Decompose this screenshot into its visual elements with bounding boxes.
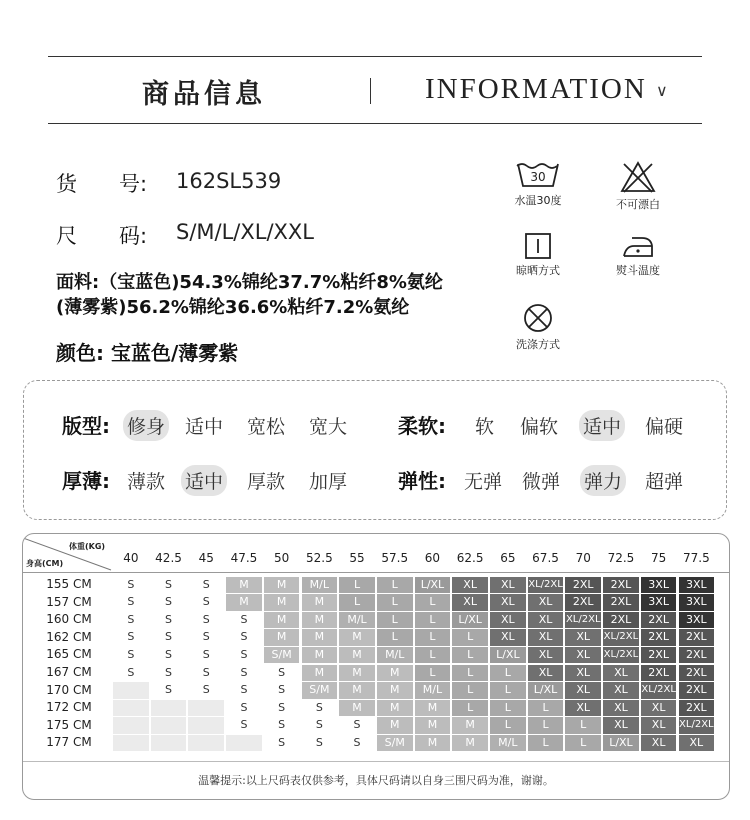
- size-cell: S: [264, 682, 300, 699]
- dry-icon: [523, 232, 553, 260]
- size-cell: 2XL: [603, 577, 639, 594]
- size-cell: S: [113, 612, 149, 629]
- size-cell: S: [188, 594, 224, 611]
- height-row-header: 162 CM: [46, 629, 92, 644]
- weight-col-header: 42.5: [155, 551, 182, 565]
- title-separator: [370, 78, 371, 104]
- care-dry: [503, 232, 573, 278]
- size-cell: M: [302, 629, 338, 646]
- care-label: 水温30度: [514, 194, 562, 207]
- elasticity-option: 微弹: [522, 471, 561, 493]
- size-cell: S: [188, 612, 224, 629]
- softness-option: 偏硬: [645, 416, 684, 438]
- size-cell: XL: [603, 717, 639, 734]
- no-wash-icon: [522, 302, 554, 334]
- softness-option: 软: [475, 416, 495, 438]
- size-cell: L: [415, 612, 451, 629]
- size-cell: 3XL: [679, 612, 715, 629]
- fit-option: 宽大: [309, 416, 348, 438]
- thickness-option: 适中: [181, 465, 227, 496]
- size-cell: S: [339, 717, 375, 734]
- size-cell: M: [264, 594, 300, 611]
- height-row-header: 170 CM: [46, 682, 92, 697]
- size-cell: S: [302, 735, 338, 752]
- size-cell: L: [565, 735, 601, 752]
- size-cell: 2XL: [565, 594, 601, 611]
- size-cell: XL/2XL: [565, 612, 601, 629]
- size-cell: L: [377, 629, 413, 646]
- size-cell: 2XL: [679, 665, 715, 682]
- size-cell: S: [264, 717, 300, 734]
- size-cell: L: [490, 682, 526, 699]
- height-row-header: 165 CM: [46, 647, 92, 662]
- size-cell: XL: [565, 665, 601, 682]
- care-iron: [603, 232, 673, 278]
- size-cell: L/XL: [490, 647, 526, 664]
- size-cell: XL: [565, 647, 601, 664]
- size-cell: XL: [528, 665, 564, 682]
- size-cell: L: [490, 700, 526, 717]
- size-cell: S/M: [264, 647, 300, 664]
- size-cell: 2XL: [603, 612, 639, 629]
- softness-label: 柔软:: [398, 414, 446, 438]
- header-rule: [23, 572, 729, 573]
- size-cell: S/M: [377, 735, 413, 752]
- size-cell: M: [415, 735, 451, 752]
- size-cell: S: [302, 700, 338, 717]
- size-cell: L: [377, 594, 413, 611]
- size-cell: 2XL: [679, 700, 715, 717]
- height-row-header: 175 CM: [46, 717, 92, 732]
- size-cell: M: [226, 577, 262, 594]
- weight-col-header: 77.5: [682, 551, 710, 565]
- size-cell: 2XL: [679, 647, 715, 664]
- care-wash-30: [503, 160, 573, 208]
- weight-col-header: 67.5: [532, 551, 559, 565]
- size-value: S/M/L/XL/XXL: [176, 220, 315, 244]
- size-cell: M: [339, 629, 375, 646]
- size-cell: [188, 735, 224, 752]
- size-cell: L: [377, 612, 413, 629]
- size-cell: L: [452, 647, 488, 664]
- size-cell: S: [113, 665, 149, 682]
- size-cell: M/L: [490, 735, 526, 752]
- size-cell: S: [226, 629, 262, 646]
- fit-option: 适中: [185, 416, 224, 438]
- size-cell: M: [415, 700, 451, 717]
- size-cell: M: [377, 700, 413, 717]
- size-cell: XL/2XL: [603, 629, 639, 646]
- size-cell: XL: [603, 700, 639, 717]
- size-cell: M: [339, 700, 375, 717]
- thickness-option: 加厚: [309, 471, 348, 493]
- size-cell: XL: [452, 594, 488, 611]
- size-cell: S: [188, 665, 224, 682]
- size-cell: S: [264, 700, 300, 717]
- height-row-header: 155 CM: [46, 577, 92, 591]
- size-cell: L: [452, 700, 488, 717]
- weight-col-header: 70: [575, 551, 591, 565]
- size-cell: L: [452, 682, 488, 699]
- softness-option: 适中: [579, 410, 625, 441]
- chevron-down-icon[interactable]: ∨: [656, 81, 668, 100]
- size-cell: XL: [528, 594, 564, 611]
- weight-col-header: 52.5: [305, 551, 333, 565]
- height-header: 身高(CM): [26, 559, 64, 568]
- size-cell: M/L: [415, 682, 451, 699]
- size-cell: M/L: [339, 612, 375, 629]
- weight-col-header: 75: [651, 551, 667, 565]
- iron-icon: [620, 232, 656, 260]
- height-row-header: 172 CM: [46, 700, 92, 715]
- weight-col-header: 72.5: [607, 551, 635, 565]
- size-cell: XL: [490, 577, 526, 594]
- size-cell: XL: [490, 629, 526, 646]
- care-label: 不可漂白: [616, 198, 660, 211]
- size-cell: 2XL: [603, 594, 639, 611]
- size-cell: M: [339, 682, 375, 699]
- weight-col-header: 57.5: [381, 551, 409, 565]
- size-cell: M/L: [377, 647, 413, 664]
- note-divider: [23, 761, 729, 762]
- fabric-line-2: (薄雾紫)56.2%锦纶36.6%粘纤7.2%氨纶: [56, 297, 410, 318]
- size-cell: XL: [528, 647, 564, 664]
- size-cell: 2XL: [679, 629, 715, 646]
- weight-col-header: 50: [274, 551, 290, 565]
- elasticity-label: 弹性:: [398, 469, 446, 493]
- size-cell: S/M: [302, 682, 338, 699]
- size-cell: S: [151, 612, 187, 629]
- care-label: 熨斗温度: [616, 264, 660, 277]
- size-cell: M: [415, 717, 451, 734]
- size-cell: XL: [565, 629, 601, 646]
- size-cell: 2XL: [641, 629, 677, 646]
- header-top-rule: [48, 56, 702, 57]
- size-cell: M: [264, 612, 300, 629]
- size-cell: M: [339, 665, 375, 682]
- size-cell: S: [264, 735, 300, 752]
- size-cell: S: [151, 647, 187, 664]
- size-cell: XL: [641, 735, 677, 752]
- size-cell: S: [226, 682, 262, 699]
- color-line: 颜色: 宝蓝色/薄雾紫: [56, 341, 239, 365]
- size-cell: S: [226, 647, 262, 664]
- title-cn: 商品信息: [142, 79, 266, 110]
- size-cell: L: [415, 665, 451, 682]
- size-cell: XL/2XL: [528, 577, 564, 594]
- size-cell: L/XL: [603, 735, 639, 752]
- size-cell: 2XL: [641, 647, 677, 664]
- size-cell: M: [339, 647, 375, 664]
- size-cell: XL: [679, 735, 715, 752]
- size-cell: L: [528, 700, 564, 717]
- height-row-header: 177 CM: [46, 735, 92, 750]
- sku-label: 货 号:: [56, 172, 148, 196]
- weight-col-header: 62.5: [456, 551, 484, 565]
- title-en: INFORMATION: [425, 73, 647, 105]
- size-cell: S: [264, 665, 300, 682]
- size-cell: S: [113, 647, 149, 664]
- thickness-label: 厚薄:: [62, 469, 110, 493]
- care-label: 晾晒方式: [516, 264, 560, 277]
- weight-col-header: 65: [500, 551, 516, 565]
- size-cell: M: [377, 665, 413, 682]
- size-cell: L: [339, 577, 375, 594]
- size-cell: S: [339, 735, 375, 752]
- size-cell: XL: [528, 612, 564, 629]
- height-row-header: 157 CM: [46, 594, 92, 609]
- size-cell: L: [452, 665, 488, 682]
- size-cell: M: [264, 577, 300, 594]
- size-cell: XL: [603, 682, 639, 699]
- size-cell: L/XL: [415, 577, 451, 594]
- size-cell: M: [302, 647, 338, 664]
- size-cell: M: [377, 717, 413, 734]
- size-cell: [113, 700, 149, 717]
- size-label: 尺 码:: [56, 224, 148, 248]
- size-cell: M: [302, 594, 338, 611]
- size-cell: XL: [528, 629, 564, 646]
- elasticity-option: 无弹: [464, 471, 503, 493]
- size-cell: [151, 717, 187, 734]
- weight-col-header: 60: [424, 551, 441, 565]
- weight-col-header: 47.5: [230, 551, 258, 565]
- size-cell: [226, 735, 262, 752]
- weight-col-header: 45: [198, 551, 214, 565]
- size-cell: L: [377, 577, 413, 594]
- size-cell: L: [490, 717, 526, 734]
- size-cell: [113, 682, 149, 699]
- fit-option: 宽松: [247, 416, 286, 438]
- size-cell: XL: [565, 700, 601, 717]
- size-cell: 2XL: [641, 612, 677, 629]
- softness-option: 偏软: [520, 416, 559, 438]
- size-cell: [113, 717, 149, 734]
- size-note: 温馨提示:以上尺码表仅供参考，具体尺码请以自身三围尺码为准，谢谢。: [198, 774, 554, 787]
- size-cell: [188, 700, 224, 717]
- size-cell: M: [226, 594, 262, 611]
- attributes-panel: [23, 380, 727, 520]
- header-bottom-rule: [48, 123, 702, 124]
- size-cell: M: [377, 682, 413, 699]
- size-cell: S: [113, 594, 149, 611]
- elasticity-option: 超弹: [645, 471, 684, 493]
- size-cell: L/XL: [528, 682, 564, 699]
- size-cell: XL: [641, 700, 677, 717]
- size-cell: L: [415, 594, 451, 611]
- size-cell: XL/2XL: [641, 682, 677, 699]
- size-cell: M: [264, 629, 300, 646]
- size-cell: 3XL: [679, 594, 715, 611]
- height-row-header: 167 CM: [46, 665, 92, 679]
- size-cell: 2XL: [565, 577, 601, 594]
- size-cell: XL/2XL: [603, 647, 639, 664]
- care-no-bleach: [603, 160, 673, 212]
- size-cell: XL: [565, 682, 601, 699]
- size-cell: L: [528, 717, 564, 734]
- size-cell: XL: [603, 665, 639, 682]
- size-cell: XL: [490, 594, 526, 611]
- size-cell: 2XL: [641, 665, 677, 682]
- elasticity-option: 弹力: [580, 465, 626, 496]
- size-cell: L/XL: [452, 612, 488, 629]
- thickness-option: 薄款: [127, 471, 166, 493]
- size-cell: M: [302, 665, 338, 682]
- size-cell: S: [188, 682, 224, 699]
- size-cell: XL: [641, 717, 677, 734]
- size-cell: S: [113, 629, 149, 646]
- size-cell: S: [226, 700, 262, 717]
- size-cell: M/L: [302, 577, 338, 594]
- size-cell: M: [302, 612, 338, 629]
- size-cell: L: [339, 594, 375, 611]
- size-cell: S: [151, 594, 187, 611]
- size-cell: [151, 735, 187, 752]
- size-cell: S: [151, 665, 187, 682]
- weight-col-header: 55: [349, 551, 365, 565]
- size-cell: L: [452, 629, 488, 646]
- weight-header: 体重(KG): [69, 542, 106, 551]
- size-cell: [188, 717, 224, 734]
- size-cell: S: [226, 612, 262, 629]
- size-cell: L: [528, 735, 564, 752]
- care-label: 洗涤方式: [516, 338, 560, 351]
- weight-col-header: 40: [123, 551, 139, 565]
- size-cell: S: [188, 629, 224, 646]
- size-cell: S: [188, 647, 224, 664]
- size-cell: 3XL: [679, 577, 715, 594]
- size-cell: S: [113, 577, 149, 594]
- wash-temp-text: 30: [530, 170, 546, 184]
- fit-option: 修身: [123, 410, 169, 441]
- size-cell: L: [415, 647, 451, 664]
- size-cell: XL: [490, 612, 526, 629]
- fabric-line-1: 面料:（宝蓝色)54.3%锦纶37.7%粘纤8%氨纶: [56, 272, 443, 293]
- size-table: [22, 533, 730, 800]
- size-cell: [113, 735, 149, 752]
- size-cell: 3XL: [641, 594, 677, 611]
- size-cell: XL: [452, 577, 488, 594]
- wash-30-icon: [514, 160, 562, 190]
- height-row-header: 160 CM: [46, 612, 92, 627]
- no-bleach-icon: [618, 160, 658, 194]
- size-cell: 2XL: [679, 682, 715, 699]
- size-cell: L: [415, 629, 451, 646]
- care-wash-method: [503, 302, 573, 352]
- thickness-option: 厚款: [247, 471, 286, 493]
- size-cell: S: [302, 717, 338, 734]
- size-cell: [151, 700, 187, 717]
- size-cell: S: [151, 682, 187, 699]
- size-cell: S: [151, 629, 187, 646]
- size-cell: S: [226, 665, 262, 682]
- sku-value: 162SL539: [176, 169, 282, 193]
- size-cell: L: [565, 717, 601, 734]
- size-cell: S: [188, 577, 224, 594]
- size-cell: 3XL: [641, 577, 677, 594]
- size-cell: M: [452, 735, 488, 752]
- size-cell: M: [452, 717, 488, 734]
- fit-label: 版型:: [62, 414, 110, 438]
- size-cell: L: [490, 665, 526, 682]
- size-cell: S: [226, 717, 262, 734]
- size-cell: XL/2XL: [679, 717, 715, 734]
- size-cell: S: [151, 577, 187, 594]
